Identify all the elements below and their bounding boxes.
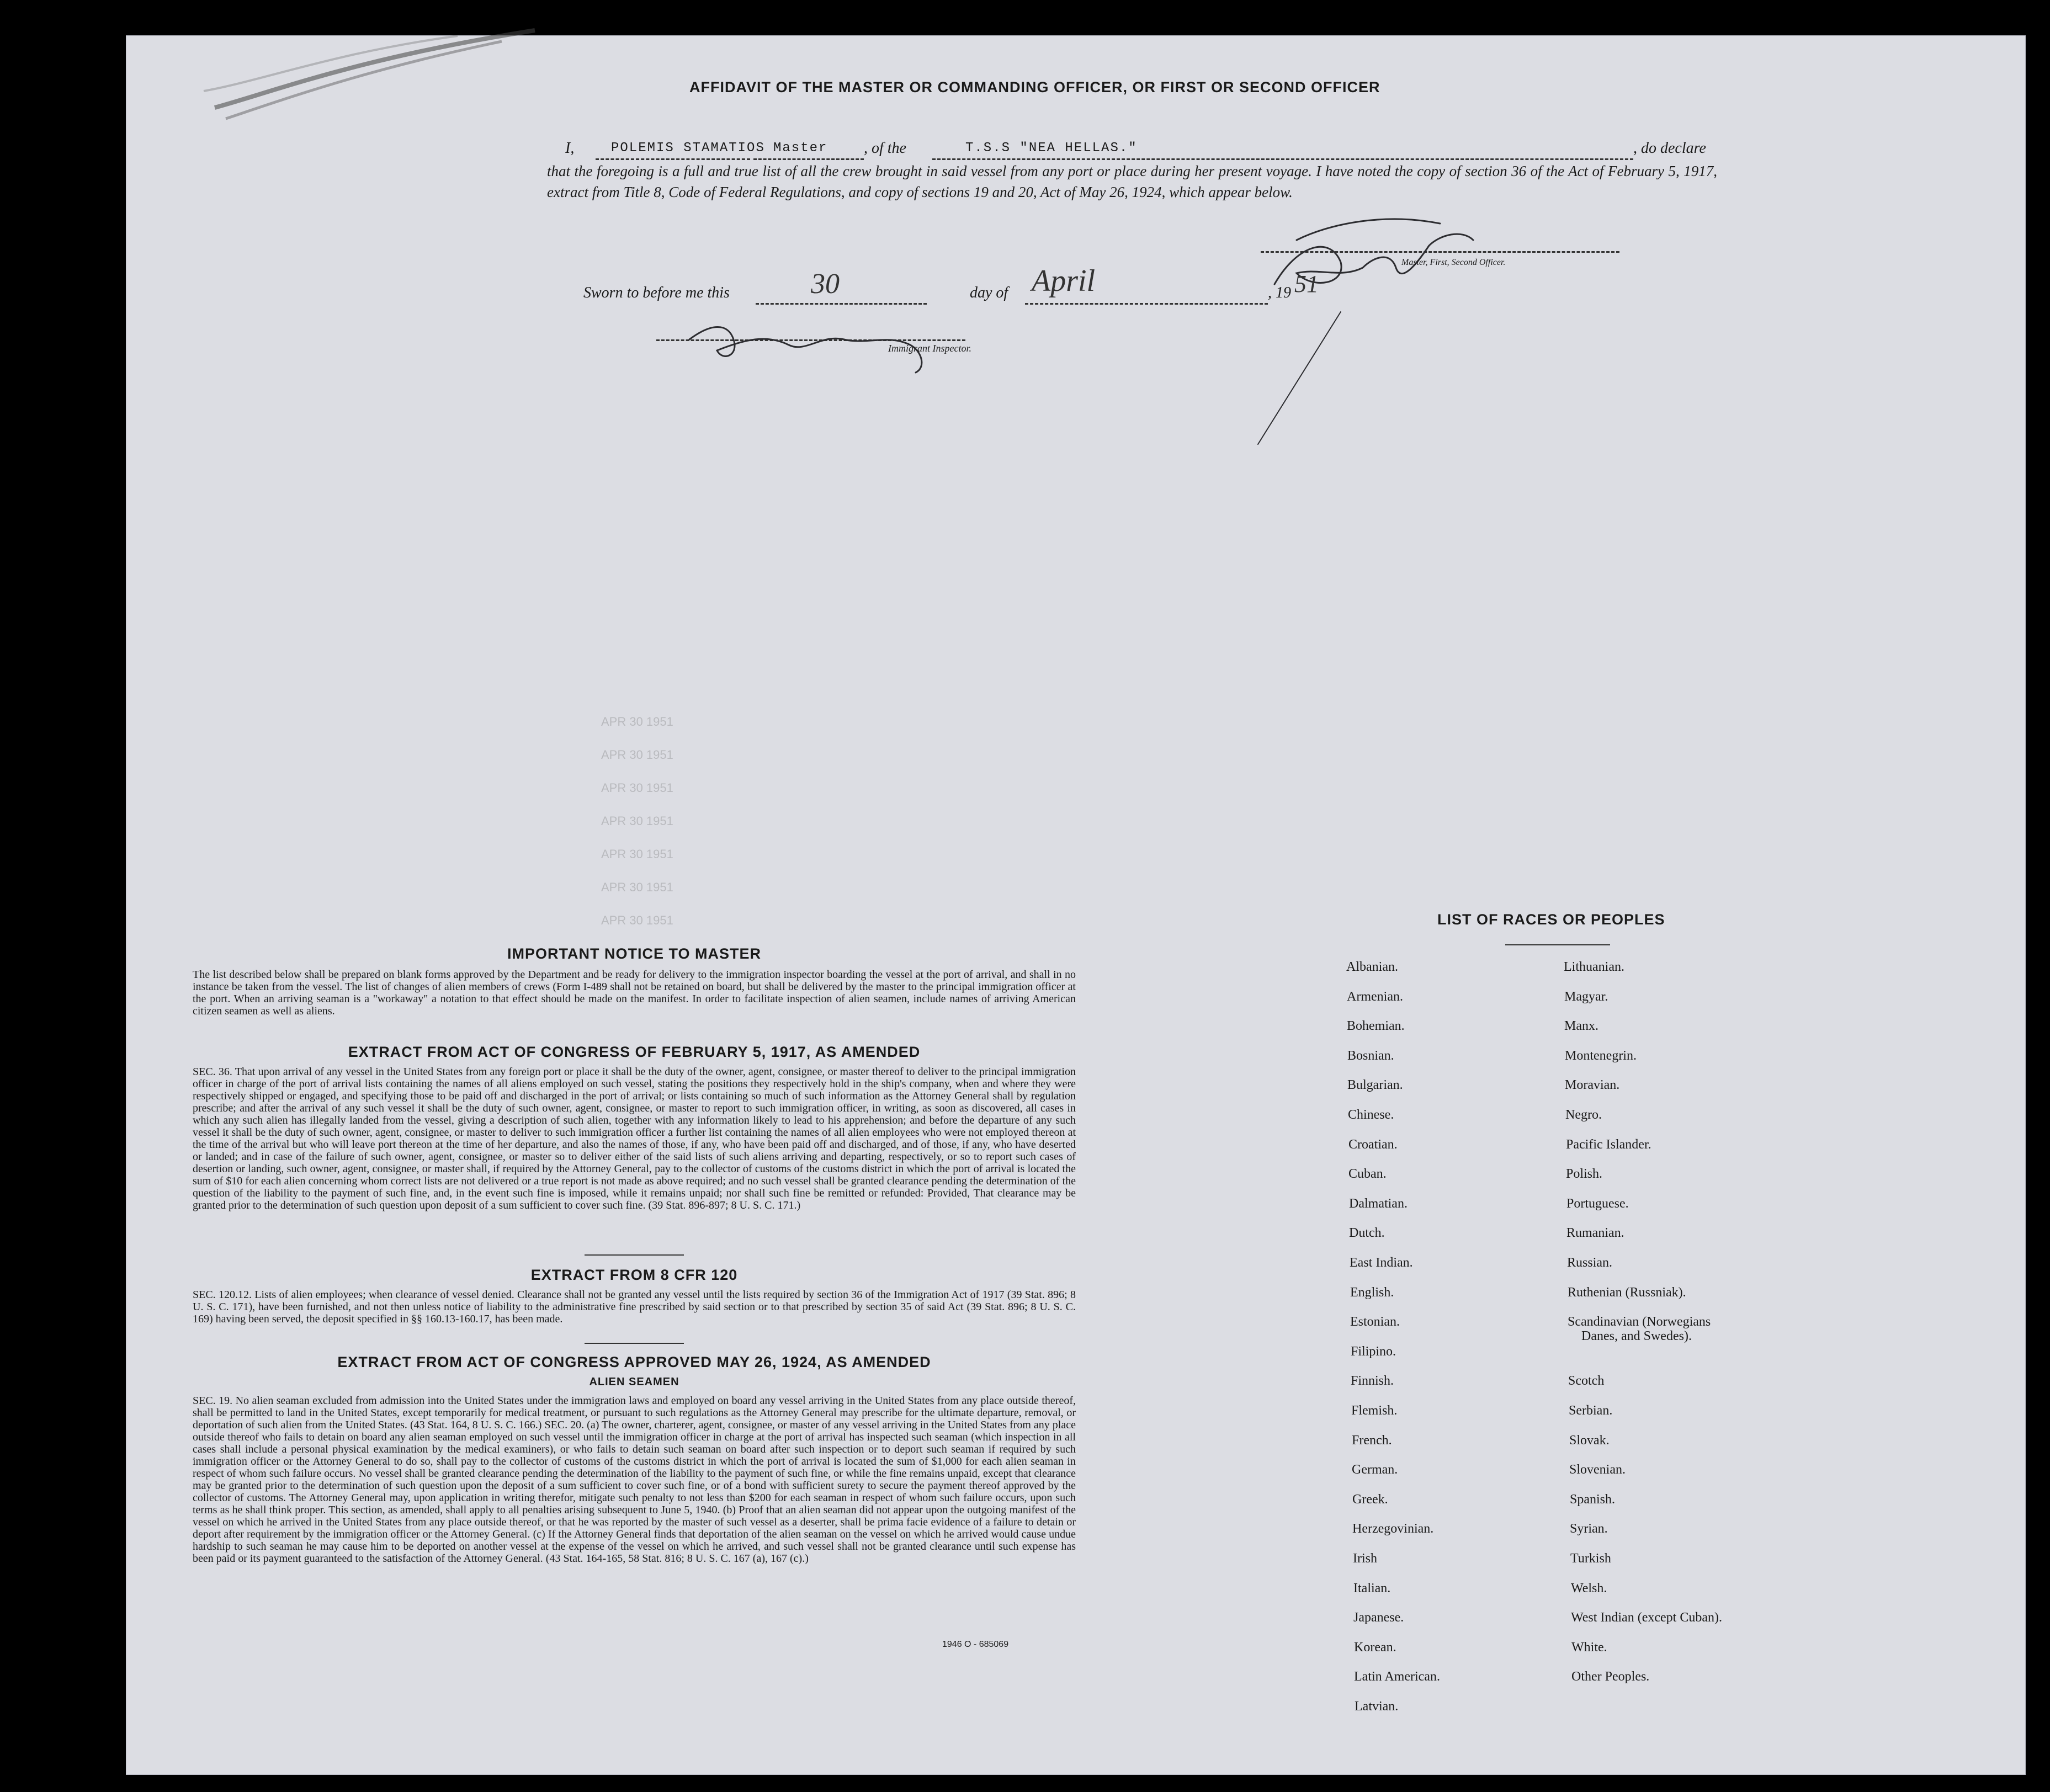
race-item: Other Peoples. — [1571, 1669, 1650, 1684]
faint-stamp: APR 30 1951 — [601, 715, 673, 729]
race-item: Moravian. — [1565, 1078, 1620, 1092]
faint-stamp: APR 30 1951 — [601, 814, 673, 828]
race-item: Finnish. — [1351, 1374, 1394, 1388]
race-item: Korean. — [1354, 1640, 1396, 1655]
race-item: Danes, and Swedes). — [1581, 1329, 1692, 1343]
print-code: 1946 O - 685069 — [942, 1640, 1009, 1649]
race-item: Pacific Islander. — [1566, 1137, 1651, 1152]
rank-value: Master — [773, 141, 828, 156]
extract-cfr-body: SEC. 120.12. Lists of alien employees; when clearance of vessel denied. Clearance shall not be granted any vessel until the lists required by section 36 of the Immigration Act of 1917 (39 Stat. 896; 8 U. S. C. 171), have been furnished, and not then unless notice of liability to the administrative fine prescribed by said section or to that prescribed by section 35 of said Act (39 Stat. 896; 8 U. S. C. 169) having been served, the deposit specified in §§ 160.13-160.17, has been made. — [193, 1289, 1076, 1325]
race-item: Chinese. — [1348, 1108, 1394, 1122]
race-item: Croatian. — [1348, 1137, 1398, 1152]
race-item: Slovenian. — [1569, 1463, 1626, 1477]
races-title-underline — [1505, 944, 1610, 945]
race-item: East Indian. — [1350, 1256, 1413, 1270]
inspector-signature — [678, 301, 965, 378]
race-item: Armenian. — [1347, 990, 1403, 1004]
faint-stamp: APR 30 1951 — [601, 880, 673, 894]
race-item: Lithuanian. — [1564, 960, 1624, 974]
races-title: LIST OF RACES OR PEOPLES — [1437, 911, 1665, 928]
vessel-value: T.S.S "NEA HELLAS." — [965, 141, 1138, 156]
race-item: Polish. — [1566, 1167, 1603, 1181]
race-item: Albanian. — [1346, 960, 1398, 974]
race-item: Cuban. — [1348, 1167, 1387, 1181]
faint-stamp: APR 30 1951 — [601, 748, 673, 762]
race-item: Greek. — [1352, 1492, 1388, 1507]
of-the-label: , of the — [864, 140, 906, 157]
race-item: Filipino. — [1351, 1344, 1396, 1359]
race-item: Turkish — [1570, 1551, 1611, 1566]
race-item: German. — [1352, 1463, 1398, 1477]
extract-1917-body: SEC. 36. That upon arrival of any vessel in the United States from any foreign port or place it shall be the duty of the owner, agent, consignee, or master thereof to deliver to the principal immigration officer in charge of the port of arrival lists containing the names of all aliens employed on such vessel, stating the positions they respectively hold in the ship's company, when and where they were respectively shipped or engaged, and specifying those to be paid off and discharged in the port of arrival; or lists containing so much of such information as the Attorney General shall by regulation prescribe; and after the arrival of any such vessel it shall be the duty of such owner, agent, consignee, or master to report to such immigration officer, in writing, as soon as discovered, all cases in which any such alien has illegally landed from the vessel, giving a description of such alien, together with any information likely to lead to his apprehension; and before the departure of any such vessel it shall be the duty of such owner, agent, consignee, or master to deliver to such immigration officer a further list containing the names of all alien employees who were not employed thereon at the time of the arrival but who will leave port thereon at the time of her departure, and also the names of those, if any, who have been paid off and discharged, and of those, if any, who have deserted or landed; and in case of the failure of such owner, agent, consignee, or master so to deliver either of the said lists of such aliens arriving and departing, respectively, or so to report such cases of desertion or landing, such owner, agent, consignee, or master shall, if required by the Attorney General, pay to the collector of customs of the customs district in which the port of arrival is located the sum of $10 for each alien concerning whom correct lists are not delivered or a true report is not made as above required; and no such vessel shall be granted clearance pending the determination of the question of the liability to the payment of such fine, and, in the event such fine is imposed, while it remains unpaid; nor shall such fine be remitted or refunded: Provided, That clearance may be granted prior to the determination of such question upon deposit of a sum sufficient to cover such fine. (39 Stat. 896-897; 8 U. S. C. 171.) — [193, 1066, 1076, 1211]
race-item: Rumanian. — [1566, 1226, 1624, 1240]
faint-stamp: APR 30 1951 — [601, 913, 673, 927]
sworn-label: Sworn to before me this — [583, 284, 730, 301]
race-item: Syrian. — [1570, 1522, 1608, 1536]
document-page — [126, 35, 2026, 1775]
race-item: Dutch. — [1349, 1226, 1385, 1240]
race-item: Scandinavian (Norwegians — [1568, 1315, 1711, 1329]
race-item: Slovak. — [1569, 1433, 1610, 1448]
section-divider — [585, 1343, 684, 1344]
race-item: Magyar. — [1564, 990, 1608, 1004]
smudge-mark — [193, 25, 551, 135]
year-value: 51 — [1294, 270, 1319, 297]
race-item: Latvian. — [1355, 1699, 1399, 1714]
race-item: Japanese. — [1353, 1610, 1404, 1625]
declaration-prefix: I, — [565, 140, 575, 157]
race-item: Irish — [1353, 1551, 1377, 1566]
inspector-caption: Immigrant Inspector. — [888, 343, 971, 354]
master-name-value: POLEMIS STAMATIOS — [611, 141, 765, 156]
race-item: Russian. — [1567, 1256, 1613, 1270]
extract-1924-subtitle: ALIEN SEAMEN — [589, 1376, 679, 1388]
faint-stamp: APR 30 1951 — [601, 781, 673, 795]
race-item: Bosnian. — [1347, 1049, 1394, 1063]
race-item: Herzegovinian. — [1352, 1522, 1434, 1536]
notice-title: IMPORTANT NOTICE TO MASTER — [507, 945, 761, 962]
race-item: Portuguese. — [1566, 1197, 1629, 1211]
race-item: Italian. — [1353, 1581, 1391, 1596]
race-item: Latin American. — [1354, 1669, 1440, 1684]
race-item: Welsh. — [1571, 1581, 1607, 1596]
affidavit-title: AFFIDAVIT OF THE MASTER OR COMMANDING OFFICER, OR FIRST OR SECOND OFFICER — [689, 79, 1380, 95]
extract-1924-title: EXTRACT FROM ACT OF CONGRESS APPROVED MAY 26, 1924, AS AMENDED — [337, 1354, 931, 1370]
extract-1917-title: EXTRACT FROM ACT OF CONGRESS OF FEBRUARY 5, 1917, AS AMENDED — [348, 1044, 921, 1060]
race-item: Bohemian. — [1347, 1019, 1405, 1033]
master-signature — [1131, 201, 1628, 477]
day-value: 30 — [811, 268, 840, 300]
race-item: Ruthenian (Russniak). — [1568, 1285, 1686, 1300]
race-item: Scotch — [1568, 1374, 1605, 1388]
day-of-label: day of — [970, 284, 1008, 301]
race-item: English. — [1350, 1285, 1394, 1300]
race-item: Manx. — [1564, 1019, 1598, 1033]
year-prefix: , 19 — [1268, 284, 1291, 301]
do-declare-label: , do declare — [1633, 140, 1706, 157]
race-item: Flemish. — [1351, 1403, 1398, 1418]
race-item: White. — [1571, 1640, 1607, 1655]
extract-1924-body: SEC. 19. No alien seaman excluded from admission into the United States under the immigration laws and employed on board any vessel arriving in the United States from any place outside thereof, shall be permitted to land in the United States, except temporarily for medical treatment, or pursuant to such regulations as the Attorney General may prescribe for the ultimate departure, removal, or deportation of such alien from the United States. (43 Stat. 164, 8 U. S. C. 166.) SEC. 20. (a) The owner, charterer, agent, consignee, or master of any vessel arriving in the United States from any place outside thereof who fails to detain on board any alien seaman employed on such vessel until the immigration officer in charge at the port of arrival has inspected such seaman (which inspection in all cases shall include a personal physical examination by the medical examiners), or who fails to detain such seaman on board after such inspection or to deport such seaman if required by such immigration officer or the Attorney General to do so, shall pay to the collector of customs of the customs district in which the port of arrival is located the sum of $1,000 for each alien seaman in respect of whom such failure occurs. No vessel shall be granted clearance pending the determination of the liability to the payment of such fine, or while the fine remains unpaid, except that clearance may be granted prior to the determination of such question upon the deposit of a sum sufficient to cover such fine, or of a bond with sufficient surety to secure the payment thereof approved by the collector of customs. The Attorney General may, upon application in writing therefor, mitigate such penalty to not less than $200 for each seaman in respect of whom such failure occurs, upon such terms as he shall think proper. This section, as amended, shall apply to all penalties arising subsequent to June 5, 1940. (b) Proof that an alien seaman did not appear upon the outgoing manifest of the vessel on which he arrived in the United States from any place outside thereof, or that he was reported by the master of such vessel as a deserter, shall be prima facie evidence of a failure to detain or deport after requirement by the immigration officer or the Attorney General. (c) If the Attorney General finds that deportation of the alien seaman on the vessel on which he arrived would cause undue hardship to such seaman he may cause him to be deported on another vessel at the expense of the vessel on which he arrived, and such vessel shall not be granted clearance until such expense has been paid or its payment guaranteed to the satisfaction of the Attorney General. (43 Stat. 164-165, 58 Stat. 816; 8 U. S. C. 167 (a), 167 (c).) — [193, 1395, 1076, 1565]
master-caption: Master, First, Second Officer. — [1401, 258, 1506, 267]
race-item: Estonian. — [1350, 1315, 1400, 1329]
race-item: Bulgarian. — [1347, 1078, 1403, 1092]
notice-body: The list described below shall be prepared on blank forms approved by the Department and be ready for delivery to the immigration inspector boarding the vessel at the port of arrival, and shall in no instance be taken from the vessel. The list of changes of alien members of crews (Form I-489 shall not be retained on board, but shall be delivered by the master to the principal immigration officer at the port. When an arriving seaman is a "workaway" a notation to that effect should be made on the manifest. In order to facilitate inspection of alien seamen, include names of arriving American citizen seamen as well as aliens. — [193, 969, 1076, 1017]
extract-cfr-title: EXTRACT FROM 8 CFR 120 — [530, 1267, 738, 1283]
race-item: Dalmatian. — [1349, 1197, 1408, 1211]
section-divider — [585, 1254, 684, 1256]
race-item: Montenegrin. — [1565, 1049, 1637, 1063]
faint-stamp: APR 30 1951 — [601, 847, 673, 861]
declaration-body: that the foregoing is a full and true list of all the crew brought in said vessel from any port or place during her present voyage. I have noted the copy of section 36 of the Act of February 5, 1917, extract from Title 8, Code of Federal Regulations, and copy of sections 19 and 20, Act of May 26, 1924, which appear below. — [547, 163, 1717, 200]
race-item: West Indian (except Cuban). — [1571, 1610, 1722, 1625]
race-item: French. — [1352, 1433, 1392, 1448]
month-value: April — [1032, 264, 1096, 298]
race-item: Serbian. — [1569, 1403, 1613, 1418]
race-item: Spanish. — [1570, 1492, 1616, 1507]
race-item: Negro. — [1565, 1108, 1602, 1122]
